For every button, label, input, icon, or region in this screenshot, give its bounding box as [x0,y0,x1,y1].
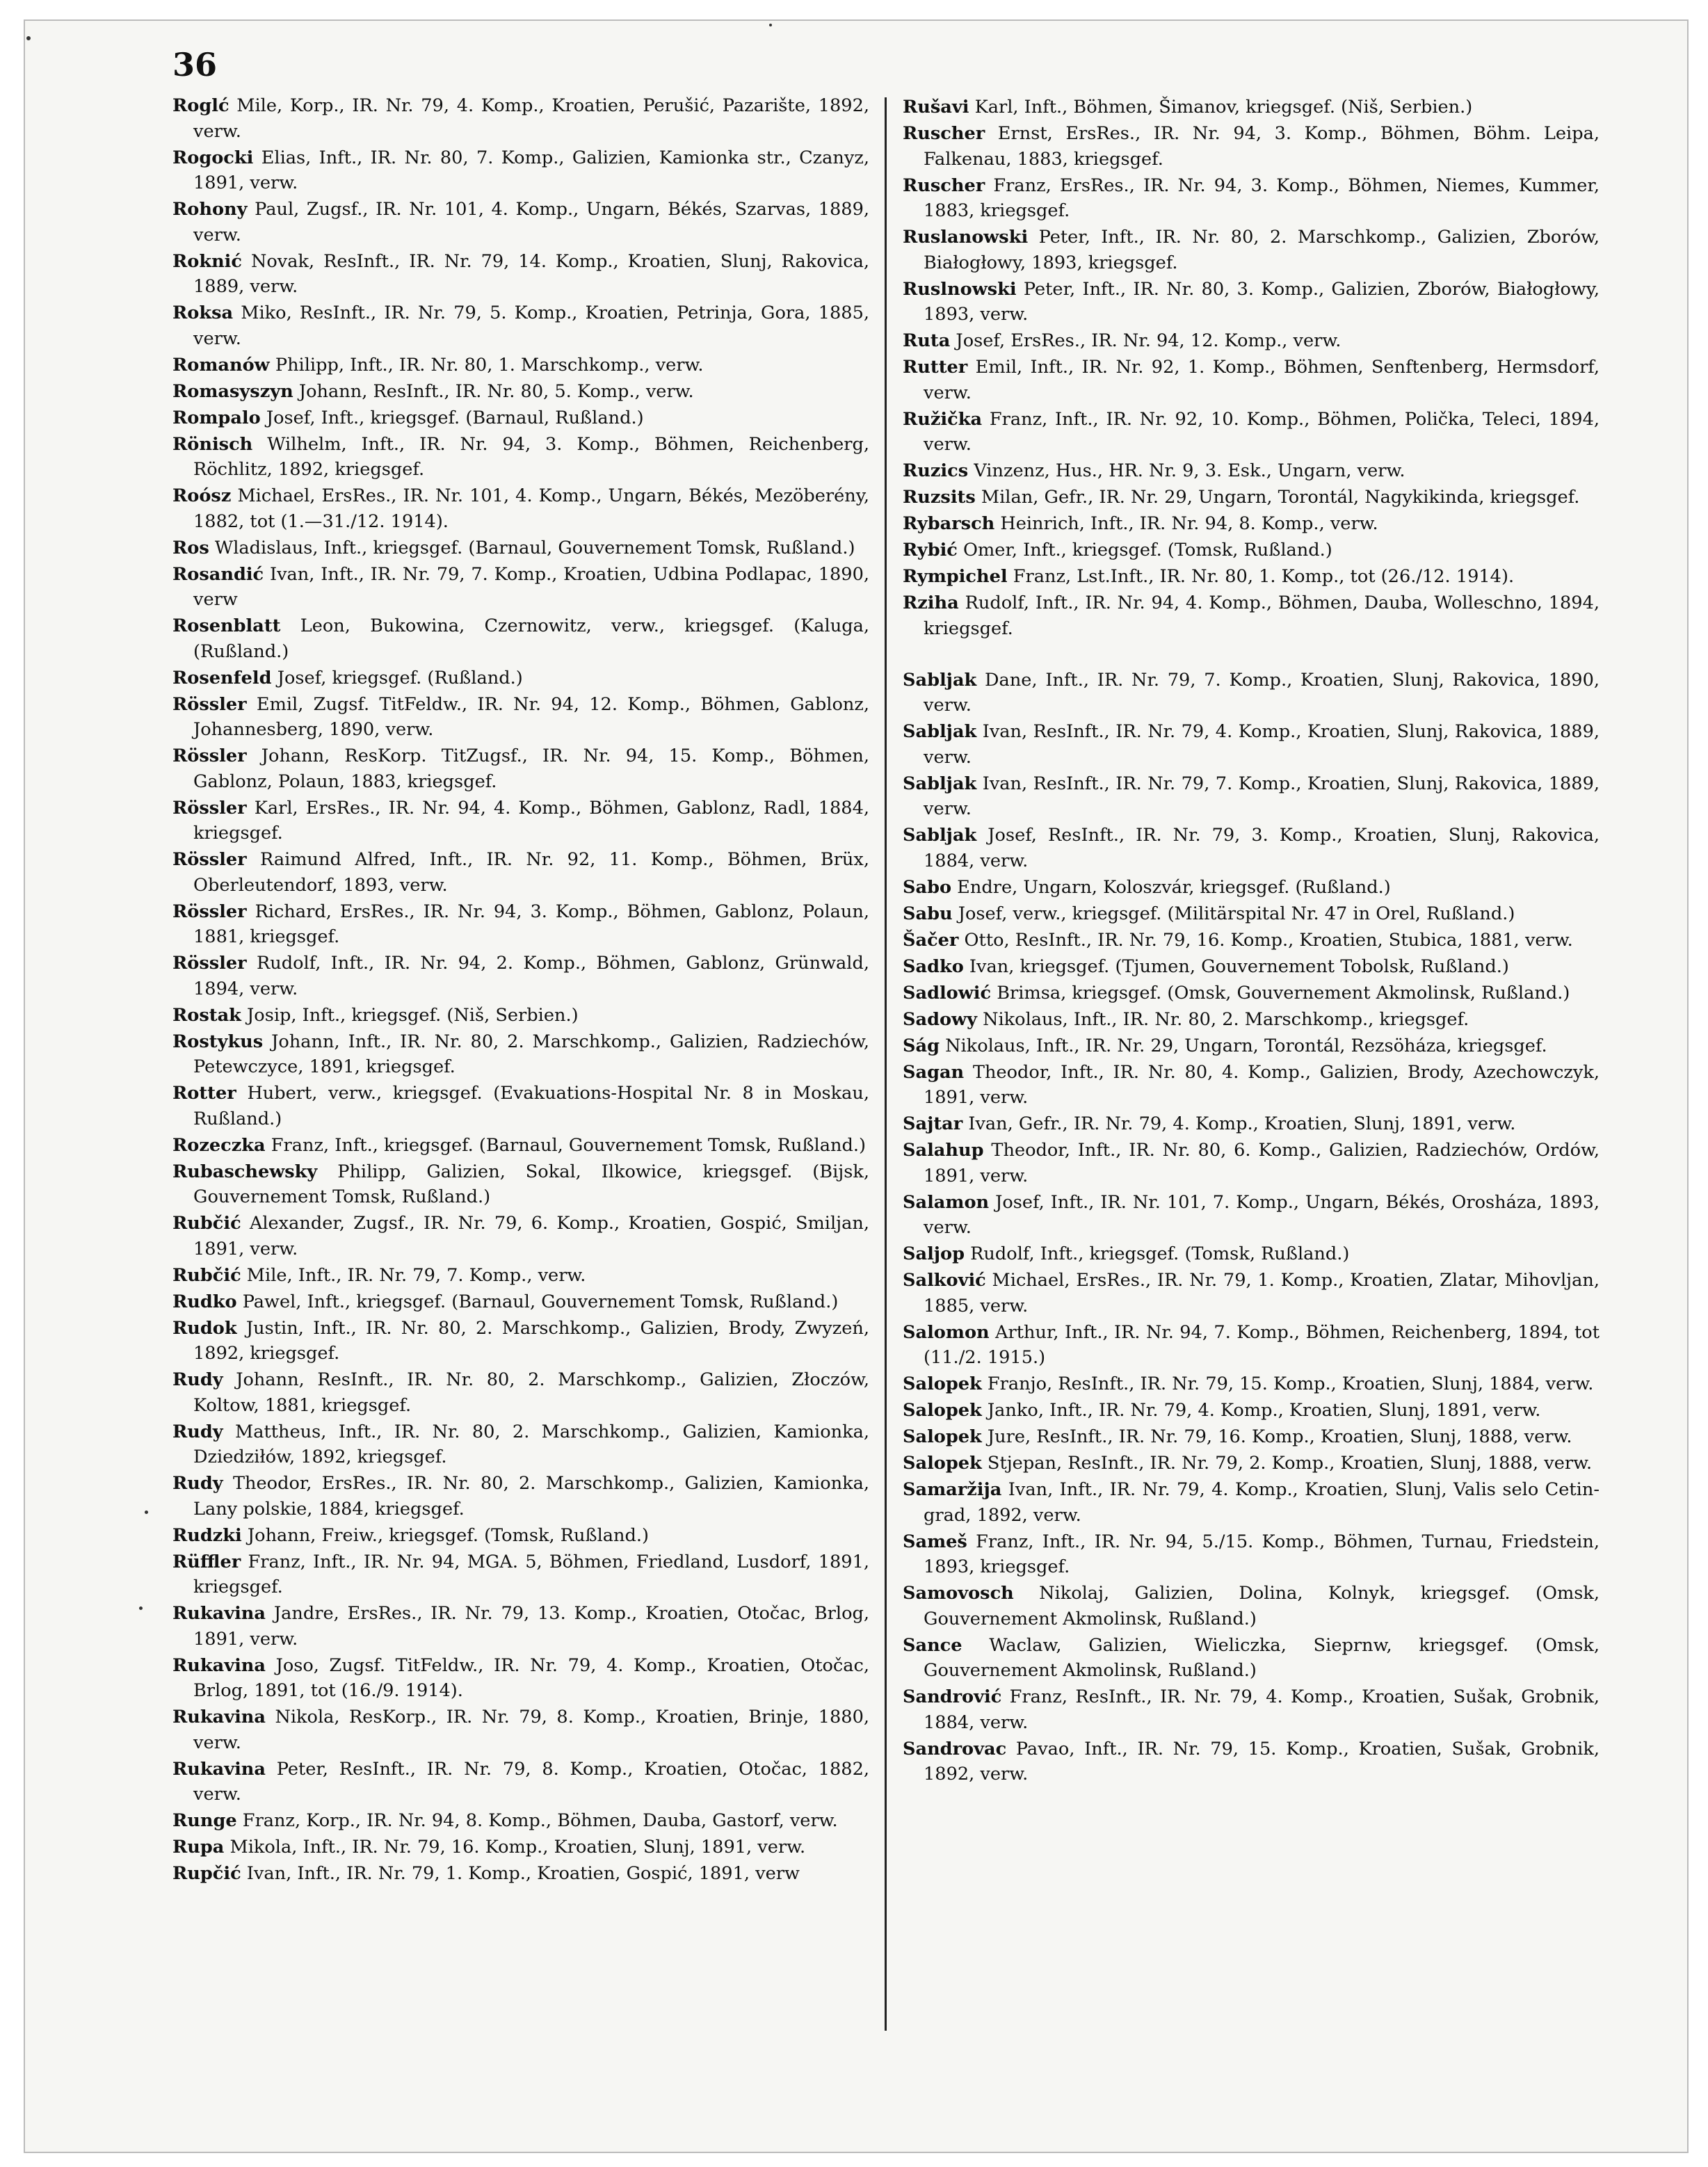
entry-surname: Rukavina [172,1603,266,1624]
entry-surname: Salopek [903,1400,982,1421]
list-entry [903,1241,1600,1267]
list-entry [903,485,1600,510]
entry-details: Theodor, ErsRes., IR. Nr. 80, 2. Marschkomp., Galizien, Kamionka, Lany polskie, 1884, kriegsgef. [193,1473,869,1520]
scan-speck [769,24,772,26]
entry-details: Paul, Zugsf., IR. Nr. 101, 4. Komp., Ungarn, Békés, Szarvas, 1889, verw. [193,199,869,245]
list-entry [172,1808,869,1834]
list-entry [172,1419,869,1470]
entry-surname: Ság [903,1035,940,1056]
entry-surname: Rukavina [172,1758,266,1780]
entry-details: Nikolaus, Inft., IR. Nr. 29, Ungarn, Torontál, Rezsöháza, kriegsgef. [939,1035,1547,1056]
entry-details: Jandre, ErsRes., IR. Nr. 79, 13. Komp., Kroatien, Otočac, Brlog, 1891, verw. [193,1603,869,1650]
list-entry [903,511,1600,537]
entry-surname: Romanów [172,354,270,376]
entry-surname: Rybić [903,540,958,561]
entry-surname: Rohony [172,199,248,220]
list-entry [903,1138,1600,1189]
entry-details: Nikolaus, Inft., IR. Nr. 80, 2. Marschkomp., kriegsgef. [976,1008,1469,1030]
entry-surname: Sagan [903,1061,965,1083]
list-entry [172,1029,869,1080]
list-entry [903,590,1600,641]
entry-details: Ivan, Gefr., IR. Nr. 79, 4. Komp., Kroatien, Slunj, 1891, verw. [962,1113,1516,1134]
list-entry [903,1033,1600,1059]
entry-surname: Rössler [172,901,247,922]
entry-details: Arthur, Inft., IR. Nr. 94, 7. Komp., Böhmen, Reichenberg, 1894, tot (11./2. 1915.) [924,1321,1600,1368]
list-entry [172,405,869,431]
entry-details: Mile, Inft., IR. Nr. 79, 7. Komp., verw. [241,1264,586,1286]
entry-details: Peter, Inft., IR. Nr. 80, 2. Marschkomp., Galizien, Zborów, Białogłowy, 1893, kriegsgef. [924,227,1600,273]
entry-details: Theodor, Inft., IR. Nr. 80, 4. Komp., Galizien, Brody, Azechowczyk, 1891, verw. [924,1061,1600,1108]
entry-details: Nikola, ResKorp., IR. Nr. 79, 8. Komp., Kroatien, Brinje, 1880, verw. [193,1707,869,1753]
entry-surname: Rupa [172,1837,225,1858]
entry-surname: Sandrovac [903,1738,1007,1759]
entry-details: Wladislaus, Inft., kriegsgef. (Barnaul, Gouvernement Tomsk, Rußland.) [209,537,855,558]
entry-surname: Rostykus [172,1031,264,1052]
list-entry [172,1159,869,1210]
entry-surname: Samaržija [903,1479,1002,1500]
entry-details: Josef, Inft., kriegsgef. (Barnaul, Rußland.) [260,407,644,428]
entry-details: Otto, ResInft., IR. Nr. 79, 16. Komp., Kroatien, Stubica, 1881, verw. [958,929,1573,951]
entry-details: Franz, Inft., IR. Nr. 92, 10. Komp., Böhmen, Polička, Teleci, 1894, verw. [924,408,1600,455]
entry-details: Emil, Inft., IR. Nr. 92, 1. Komp., Böhmen, Senftenberg, Hermsdorf, verw. [924,357,1600,403]
entry-details: Josef, ResInft., IR. Nr. 79, 3. Komp., Kroatien, Slunj, Rakovica, 1884, verw. [924,825,1600,871]
list-entry [903,1320,1600,1371]
entry-details: Franz, Lst.Inft., IR. Nr. 80, 1. Komp., tot (26./12. 1914). [1007,566,1515,587]
list-entry [903,954,1600,980]
list-entry [172,613,869,664]
entry-surname: Salamon [903,1191,990,1213]
list-entry [903,1268,1600,1319]
entry-details: Rudolf, Inft., IR. Nr. 94, 2. Komp., Böhmen, Gablonz, Grünwald, 1894, verw. [193,953,869,999]
list-entry [903,771,1600,822]
list-entry [172,353,869,378]
list-entry [172,1081,869,1131]
list-entry [903,1581,1600,1632]
entry-surname: Ruslanowski [903,227,1029,248]
entry-details: Michael, ErsRes., IR. Nr. 79, 1. Komp., Kroatien, Zlatar, Mihovljan, 1885, verw. [924,1270,1600,1316]
list-entry [903,1398,1600,1424]
entry-surname: Rukavina [172,1707,266,1727]
entry-details: Franz, Inft., IR. Nr. 94, MGA. 5, Böhmen, Friedland, Lusdorf, 1891, kriegsgef. [193,1551,869,1597]
entry-surname: Salopek [903,1373,982,1394]
entry-details: Leon, Bukowina, Czernowitz, verw., kriegsgef. (Kaluga, (Rußland.) [193,615,869,662]
entry-details: Josef, ErsRes., IR. Nr. 94, 12. Komp., verw. [950,330,1342,351]
entry-surname: Rziha [903,593,959,613]
entry-surname: Salomon [903,1321,990,1343]
list-entry [903,277,1600,328]
entry-surname: Rüffler [172,1551,241,1572]
entry-surname: Rozeczka [172,1134,266,1156]
entry-details: Franz, Inft., kriegsgef. (Barnaul, Gouvernement Tomsk, Rußland.) [265,1134,866,1156]
list-entry [903,1737,1600,1787]
entry-surname: Ružička [903,408,983,430]
entry-surname: Sajtar [903,1113,963,1134]
entry-details: Vinzenz, Hus., HR. Nr. 9, 3. Esk., Ungarn, verw. [968,460,1405,481]
entry-surname: Salopek [903,1426,982,1447]
entry-details: Michael, ErsRes., IR. Nr. 101, 4. Komp., Ungarn, Békés, Mezöberény, 1882, tot (1.—31./12. 1914). [193,485,869,532]
entry-surname: Rönisch [172,433,253,455]
list-entry [172,379,869,405]
list-entry [903,1477,1600,1528]
entry-details: Mattheus, Inft., IR. Nr. 80, 2. Marschkomp., Galizien, Kamionka, Dziedziłów, 1892, kriegsgef. [193,1421,869,1467]
list-entry [172,1835,869,1860]
list-entry [172,1211,869,1262]
entry-surname: Salković [903,1270,986,1291]
entry-details: Franz, ErsRes., IR. Nr. 94, 3. Komp., Böhmen, Niemes, Kummer, 1883, kriegsgef. [924,175,1600,221]
entry-surname: Rosenfeld [172,667,272,688]
list-entry [903,564,1600,590]
entry-surname: Roósz [172,485,232,506]
entry-surname: Ruzics [903,460,969,481]
entry-surname: Rudzki [172,1524,242,1546]
list-entry [903,173,1600,224]
entry-surname: Sameš [903,1531,967,1552]
right-column [903,95,1600,1788]
entry-surname: Ruscher [903,123,985,144]
entry-surname: Sabljak [903,721,977,742]
section-gap [903,643,1600,668]
list-entry [903,719,1600,770]
entry-surname: Rosenblatt [172,615,281,636]
list-entry [903,225,1600,275]
entry-surname: Salahup [903,1140,984,1161]
list-entry [172,535,869,561]
entry-details: Josef, Inft., IR. Nr. 101, 7. Komp., Ungarn, Békés, Orosháza, 1893, verw. [924,1191,1600,1238]
entry-surname: Rympichel [903,566,1008,587]
list-entry [172,666,869,691]
entry-surname: Rogocki [172,147,254,168]
entry-surname: Romasyszyn [172,380,293,402]
entry-details: Emil, Zugsf. TitFeldw., IR. Nr. 94, 12. Komp., Böhmen, Gablonz, Johannesberg, 1890, verw. [193,693,869,740]
entry-details: Dane, Inft., IR. Nr. 79, 7. Komp., Kroatien, Slunj, Rakovica, 1890, verw. [924,669,1600,716]
list-entry [172,432,869,483]
entry-surname: Sabljak [903,825,977,846]
entry-details: Waclaw, Galizien, Wieliczka, Sieprnw, kriegsgef. (Omsk, Gouvernement Akmolinsk, Rußland.) [924,1634,1600,1681]
entry-surname: Rubčić [172,1213,241,1234]
entry-details: Ivan, ResInft., IR. Nr. 79, 4. Komp., Kroatien, Slunj, Rakovica, 1889, verw. [924,721,1600,768]
list-entry [172,1757,869,1807]
entry-details: Josip, Inft., kriegsgef. (Niš, Serbien.) [241,1004,579,1026]
list-entry [172,1316,869,1367]
entry-surname: Sabljak [903,669,977,691]
entry-surname: Rössler [172,797,247,819]
entry-surname: Rössler [172,693,247,715]
list-entry [172,1523,869,1549]
entry-surname: Ruzsits [903,487,976,508]
list-entry [903,1007,1600,1033]
list-entry [903,1684,1600,1735]
list-entry [903,875,1600,901]
entry-details: Hubert, verw., kriegsgef. (Evakuations-Hospital Nr. 8 in Moskau, Rußland.) [193,1083,869,1129]
entry-surname: Salopek [903,1453,982,1474]
list-entry [172,1003,869,1029]
list-entry [903,823,1600,873]
list-entry [903,328,1600,354]
entry-details: Johann, Inft., IR. Nr. 80, 2. Marschkomp., Galizien, Radziechów, Petewczyce, 1891, kriegsgef. [193,1031,869,1077]
entry-details: Omer, Inft., kriegsgef. (Tomsk, Rußland.) [957,540,1332,561]
entry-surname: Rupčić [172,1863,241,1884]
list-entry [903,928,1600,953]
entry-surname: Rukavina [172,1654,266,1676]
list-entry [903,1529,1600,1580]
list-entry [903,95,1600,120]
list-entry [172,899,869,950]
list-entry [172,197,869,248]
list-entry [903,1633,1600,1684]
list-entry [172,951,869,1001]
list-entry [172,1549,869,1600]
entry-details: Ivan, Inft., IR. Nr. 79, 1. Komp., Kroatien, Gospić, 1891, verw [241,1863,800,1884]
list-entry [172,1133,869,1159]
entry-surname: Saljop [903,1243,965,1264]
entry-details: Wilhelm, Inft., IR. Nr. 94, 3. Komp., Böhmen, Reichenberg, Röchlitz, 1892, kriegsgef. [193,433,869,480]
list-entry [172,483,869,534]
entry-surname: Roglć [172,95,229,116]
entry-details: Endre, Ungarn, Koloszvár, kriegsgef. (Rußland.) [951,876,1391,898]
entry-surname: Sabo [903,876,952,898]
entry-surname: Šačer [903,929,959,951]
list-entry [172,1861,869,1887]
list-entry [903,668,1600,718]
list-entry [172,847,869,898]
page-number: 36 [172,46,218,83]
entry-details: Pavao, Inft., IR. Nr. 79, 15. Komp., Kroatien, Sušak, Grobnik, 1892, verw. [924,1738,1600,1785]
entry-surname: Rompalo [172,407,261,428]
list-entry [903,1190,1600,1241]
entry-details: Josef, verw., kriegsgef. (Militärspital Nr. 47 in Orel, Rußland.) [952,903,1515,924]
entry-surname: Sandrović [903,1686,1002,1707]
entry-surname: Rössler [172,746,247,766]
entry-surname: Rössler [172,849,247,870]
entry-details: Rudolf, Inft., kriegsgef. (Tomsk, Rußland.) [965,1243,1350,1264]
list-entry [172,1263,869,1289]
entry-surname: Ruslnowski [903,278,1017,300]
entry-details: Johann, ResKorp. TitZugsf., IR. Nr. 94, 15. Komp., Böhmen, Gablonz, Polaun, 1883, kriegsgef. [193,746,869,792]
entry-details: Franjo, ResInft., IR. Nr. 79, 15. Komp., Kroatien, Slunj, 1884, verw. [981,1373,1594,1394]
entry-surname: Runge [172,1810,237,1831]
entry-details: Brimsa, kriegsgef. (Omsk, Gouvernement Akmolinsk, Rußland.) [991,982,1570,1004]
entry-details: Heinrich, Inft., IR. Nr. 94, 8. Komp., verw. [994,513,1378,534]
entry-details: Karl, ErsRes., IR. Nr. 94, 4. Komp., Böhmen, Gablonz, Radl, 1884, kriegsgef. [193,797,869,844]
entry-details: Joso, Zugsf. TitFeldw., IR. Nr. 79, 4. Komp., Kroatien, Otočac, Brlog, 1891, tot (16./9. 1914). [193,1654,869,1701]
entry-surname: Rostak [172,1004,241,1026]
scan-speck [26,36,31,40]
list-entry [172,145,869,196]
list-entry [172,692,869,743]
list-entry [172,562,869,613]
entry-surname: Sadko [903,956,964,977]
entry-details: Franz, ResInft., IR. Nr. 79, 4. Komp., Kroatien, Sušak, Grobnik, 1884, verw. [924,1686,1600,1733]
entry-details: Theodor, Inft., IR. Nr. 80, 6. Komp., Galizien, Radziechów, Ordów, 1891, verw. [924,1140,1600,1186]
list-entry [172,1601,869,1652]
entry-details: Philipp, Galizien, Sokal, Ilkowice, kriegsgef. (Bijsk, Gouvernement Tomsk, Rußland.) [193,1161,869,1207]
entry-surname: Sabu [903,903,953,924]
entry-surname: Rutter [903,357,968,378]
entry-surname: Roknić [172,250,242,272]
entry-details: Ivan, kriegsgef. (Tjumen, Gouvernement Tobolsk, Rußland.) [963,956,1509,977]
entry-surname: Rosandić [172,563,264,585]
entry-details: Miko, ResInft., IR. Nr. 79, 5. Komp., Kroatien, Petrinja, Gora, 1885, verw. [193,303,869,349]
entry-details: Josef, kriegsgef. (Rußland.) [271,667,523,688]
entry-surname: Rössler [172,953,247,974]
entry-surname: Rudy [172,1473,223,1494]
entry-surname: Ros [172,537,209,558]
list-entry [903,1371,1600,1397]
list-entry [903,355,1600,405]
entry-surname: Ruscher [903,175,985,196]
entry-details: Richard, ErsRes., IR. Nr. 94, 3. Komp., Böhmen, Gablonz, Polaun, 1881, kriegsgef. [193,901,869,947]
list-entry [172,796,869,846]
scan-speck [145,1511,148,1514]
entry-details: Johann, Freiw., kriegsgef. (Tomsk, Rußland.) [241,1524,650,1546]
list-entry [903,407,1600,458]
entry-surname: Rubaschewsky [172,1161,318,1182]
list-entry [903,981,1600,1006]
list-entry [903,458,1600,484]
list-entry [903,901,1600,927]
entry-details: Karl, Inft., Böhmen, Šimanov, kriegsgef. (Niš, Serbien.) [969,97,1473,118]
entry-surname: Sadowy [903,1008,977,1030]
entry-surname: Rybarsch [903,513,995,534]
entry-details: Jure, ResInft., IR. Nr. 79, 16. Komp., Kroatien, Slunj, 1888, verw. [981,1426,1572,1447]
entry-surname: Roksa [172,303,234,323]
entry-details: Johann, ResInft., IR. Nr. 80, 5. Komp., verw. [293,380,694,402]
list-entry [903,1451,1600,1476]
entry-surname: Sance [903,1634,962,1656]
list-entry [172,743,869,794]
entry-details: Ernst, ErsRes., IR. Nr. 94, 3. Komp., Böhmen, Böhm. Leipa, Falkenau, 1883, kriegsgef. [924,123,1600,170]
entry-surname: Rudy [172,1421,223,1442]
entry-details: Mikola, Inft., IR. Nr. 79, 16. Komp., Kroatien, Slunj, 1891, verw. [224,1837,806,1858]
entry-surname: Rušavi [903,97,969,118]
list-entry [172,1471,869,1522]
entry-details: Rudolf, Inft., IR. Nr. 94, 4. Komp., Böhmen, Dauba, Wolleschno, 1894, kriegsgef. [924,593,1600,639]
entry-details: Nikolaj, Galizien, Dolina, Kolnyk, kriegsgef. (Omsk, Gouvernement Akmolinsk, Rußland.) [924,1583,1600,1629]
list-entry [903,1424,1600,1450]
list-entry [172,1705,869,1755]
list-entry [172,1653,869,1704]
entry-details: Ivan, ResInft., IR. Nr. 79, 7. Komp., Kroatien, Slunj, Rakovica, 1889, verw. [924,773,1600,819]
list-entry [903,538,1600,563]
entry-surname: Rubčić [172,1264,241,1286]
entry-details: Ivan, Inft., IR. Nr. 79, 7. Komp., Kroatien, Udbina Podlapac, 1890, verw [193,563,869,610]
entry-details: Milan, Gefr., IR. Nr. 29, Ungarn, Torontál, Nagykikinda, kriegsgef. [975,487,1580,508]
list-entry [172,300,869,351]
entry-surname: Ruta [903,330,951,351]
column-divider [885,97,887,2031]
entry-surname: Samovosch [903,1583,1014,1604]
entry-surname: Sabljak [903,773,977,794]
list-entry [172,93,869,144]
list-entry [903,1060,1600,1111]
entry-surname: Rudy [172,1369,223,1390]
entry-details: Elias, Inft., IR. Nr. 80, 7. Komp., Galizien, Kamionka str., Czanyz, 1891, verw. [193,147,869,193]
list-entry [903,1111,1600,1137]
list-entry [172,249,869,300]
entry-details: Pawel, Inft., kriegsgef. (Barnaul, Gouvernement Tomsk, Rußland.) [236,1291,839,1312]
entry-details: Franz, Inft., IR. Nr. 94, 5./15. Komp., Böhmen, Turnau, Friedstein, 1893, kriegsgef. [924,1531,1600,1577]
entry-details: Alexander, Zugsf., IR. Nr. 79, 6. Komp., Kroatien, Gospić, Smiljan, 1891, verw. [193,1213,869,1259]
entry-details: Philipp, Inft., IR. Nr. 80, 1. Marschkomp., verw. [269,354,704,376]
entry-details: Janko, Inft., IR. Nr. 79, 4. Komp., Kroatien, Slunj, 1891, verw. [981,1400,1541,1421]
left-column [172,93,869,1887]
entry-surname: Rotter [172,1083,236,1104]
list-entry [172,1289,869,1315]
entry-details: Peter, ResInft., IR. Nr. 79, 8. Komp., Kroatien, Otočac, 1882, verw. [193,1758,869,1805]
entry-details: Novak, ResInft., IR. Nr. 79, 14. Komp., Kroatien, Slunj, Rakovica, 1889, verw. [193,250,869,297]
entry-details: Franz, Korp., IR. Nr. 94, 8. Komp., Böhmen, Dauba, Gastorf, verw. [236,1810,838,1831]
entry-details: Raimund Alfred, Inft., IR. Nr. 92, 11. Komp., Böhmen, Brüx, Oberleutendorf, 1893, verw. [193,849,869,896]
entry-surname: Rudko [172,1291,237,1312]
scan-speck [139,1606,143,1610]
entry-details: Justin, Inft., IR. Nr. 80, 2. Marschkomp., Galizien, Brody, Zwyzeń, 1892, kriegsgef. [193,1317,869,1364]
entry-surname: Sadlowić [903,982,992,1004]
entry-surname: Rudok [172,1317,237,1339]
list-entry [903,121,1600,172]
entry-details: Stjepan, ResInft., IR. Nr. 79, 2. Komp., Kroatien, Slunj, 1888, verw. [981,1453,1593,1474]
entry-details: Ivan, Inft., IR. Nr. 79, 4. Komp., Kroatien, Slunj, Valis selo Cetin-grad, 1892, verw. [924,1479,1600,1526]
list-entry [172,1367,869,1418]
entry-details: Johann, ResInft., IR. Nr. 80, 2. Marschkomp., Galizien, Złoczów, Koltow, 1881, kriegsgef. [193,1369,869,1416]
entry-details: Peter, Inft., IR. Nr. 80, 3. Komp., Galizien, Zborów, Białogłowy, 1893, verw. [924,278,1600,325]
entry-details: Mile, Korp., IR. Nr. 79, 4. Komp., Kroatien, Perušić, Pazarište, 1892, verw. [193,95,869,142]
